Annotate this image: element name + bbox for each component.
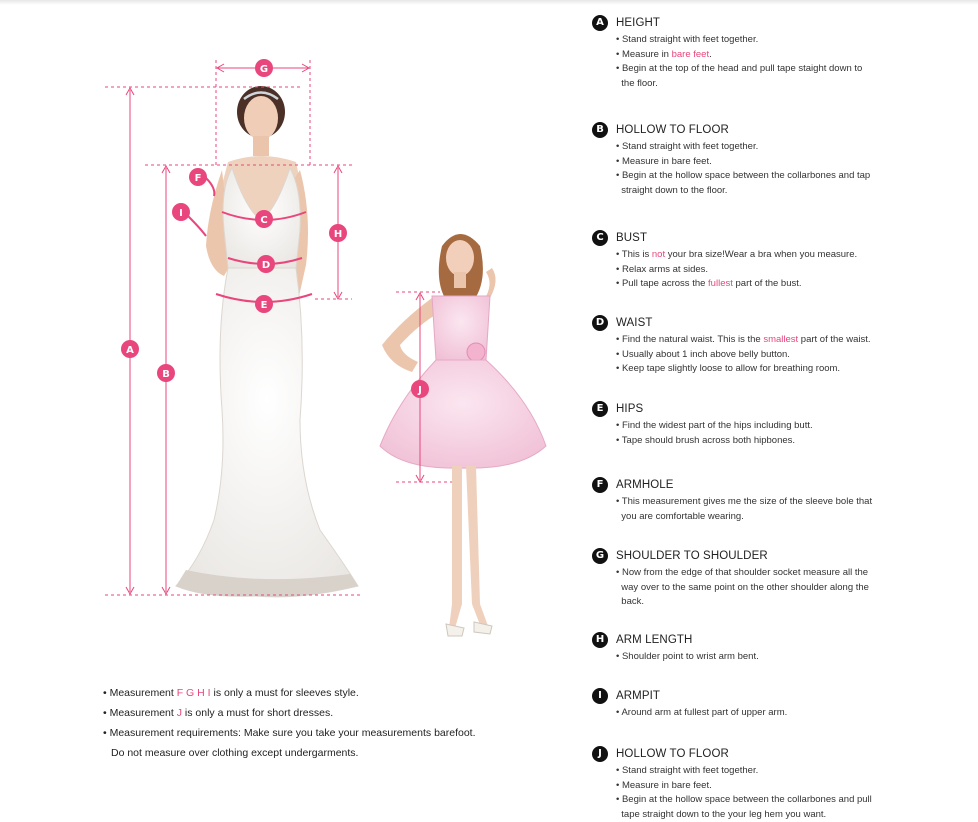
bullet-item: • Usually about 1 inch above belly button. (616, 348, 790, 360)
bullet-item: • Measure in bare feet. (616, 779, 712, 791)
bullet-item: • Measure in bare feet. (616, 155, 712, 167)
bullet-text: This measurement gives me the size of the sleeve bole that (621, 496, 873, 507)
bullet-text: Now from the edge of that shoulder socket measure all the (621, 567, 869, 578)
svg-text:B: B (162, 369, 170, 380)
svg-text:D: D (261, 260, 271, 271)
bullet-item: • Begin at the hollow space between the collarbones and pull (616, 794, 872, 806)
bullet-item (616, 595, 972, 610)
section-header (592, 14, 972, 31)
bullet-text: Measure in (621, 48, 672, 60)
bullet-item: • Relax arms at sides. (616, 263, 709, 275)
bullet-item: • Stand straight with feet together. (616, 34, 759, 45)
bullet-text: Begin at the hollow space between the collarbones and tap (621, 170, 871, 182)
marker-i (172, 203, 190, 221)
section-title: HOLLOW TO FLOOR (616, 747, 729, 760)
bullet-text: Relax arms at sides. (621, 263, 709, 275)
bullet-text: Begin at the top of the head and pull tape staight down to (621, 63, 863, 75)
bullet-item: • Find the widest part of the hips including butt. (616, 420, 813, 431)
section-c (592, 229, 972, 292)
letter-badge-icon: D (592, 315, 608, 331)
bullet-item: • Shoulder point to wrist arm bent. (616, 651, 759, 662)
bullet-text: back. (621, 596, 644, 608)
section-j (592, 745, 972, 822)
section-header (592, 476, 972, 493)
bullet-list (616, 706, 972, 721)
bride-figure (176, 86, 358, 597)
bullet-list (616, 140, 972, 198)
bullet-list (616, 333, 972, 377)
short-dress-figure (380, 234, 546, 636)
highlight-text: not (651, 249, 666, 260)
bullet-item: • Pull tape across the fullest part of the bust. (616, 278, 802, 290)
bullet-item (616, 184, 972, 199)
svg-text:I: I (179, 208, 183, 219)
marker-c (255, 210, 273, 228)
bullet-text: Find the natural waist. This is the (621, 334, 764, 345)
bullet-text: the floor. (621, 77, 658, 89)
bullet-text: your bra size!Wear a bra when you measure. (665, 249, 858, 260)
bullet-list (616, 764, 972, 822)
bullet-text: Stand straight with feet together. (621, 765, 759, 776)
bullet-text: Shoulder point to wrist arm bent. (621, 651, 759, 662)
section-b (592, 121, 972, 198)
section-header (592, 745, 972, 762)
note-clothing: Do not measure over clothing except undergarments. (111, 747, 359, 759)
section-f (592, 476, 972, 524)
bullet-text: Keep tape slightly loose to allow for breathing room. (621, 363, 841, 375)
bullet-text: This is (621, 249, 652, 260)
bullet-item (616, 510, 972, 525)
bullet-text: Measure in bare feet. (621, 155, 712, 167)
bullet-list (616, 419, 972, 448)
letter-badge-icon: J (592, 746, 608, 762)
svg-text:C: C (260, 215, 268, 226)
section-header (592, 121, 972, 138)
bullet-item: • This measurement gives me the size of the sleeve bole that (616, 496, 873, 507)
bullet-text: Pull tape across the (621, 278, 709, 290)
bullet-item (616, 77, 972, 92)
marker-g (255, 59, 273, 77)
section-a (592, 14, 972, 91)
bullet-text: Usually about 1 inch above belly button. (621, 348, 790, 360)
svg-text:G: G (259, 64, 269, 75)
section-title: ARM LENGTH (616, 633, 693, 646)
bullet-item (616, 581, 972, 596)
svg-text:F: F (194, 173, 202, 184)
section-h (592, 631, 972, 665)
svg-text:H: H (333, 229, 343, 240)
section-title: HOLLOW TO FLOOR (616, 123, 729, 136)
note-requirements: • Measurement requirements: Make sure you take your measurements barefoot. (103, 727, 476, 739)
bullet-item: • Keep tape slightly loose to allow for breathing room. (616, 363, 841, 375)
bullet-text: Tape should brush across both hipbones. (621, 434, 796, 446)
section-title: SHOULDER TO SHOULDER (616, 549, 768, 562)
bullet-list (616, 33, 972, 91)
bullet-text: way over to the same point on the other shoulder along the (621, 581, 869, 593)
bullet-item: • Tape should brush across both hipbones. (616, 434, 796, 446)
note-sleeves: • Measurement F G H I is only a must for sleeves style. (103, 687, 359, 699)
bullet-text: tape straight down to the your leg hem you want. (621, 808, 827, 820)
letter-badge-icon: E (592, 401, 608, 417)
letter-badge-icon: F (592, 477, 608, 493)
section-title: ARMHOLE (616, 478, 674, 491)
marker-h (329, 224, 347, 242)
bullet-item: • Now from the edge of that shoulder socket measure all the (616, 567, 869, 578)
section-header (592, 631, 972, 648)
section-header (592, 314, 972, 331)
highlight-text: bare feet (671, 48, 710, 60)
bullet-item: • This is not your bra size!Wear a bra when you measure. (616, 249, 858, 260)
bullet-item: • Measure in bare feet. (616, 48, 712, 60)
bullet-text: part of the waist. (798, 334, 871, 345)
bullet-item: • Begin at the top of the head and pull tape staight down to (616, 63, 863, 75)
marker-d (257, 255, 275, 273)
bullet-text: Stand straight with feet together. (621, 141, 759, 152)
letter-badge-icon: B (592, 122, 608, 138)
marker-b (157, 364, 175, 382)
measurement-notes (103, 683, 573, 763)
section-header (592, 547, 972, 564)
section-e (592, 400, 972, 448)
bullet-text: Stand straight with feet together. (621, 34, 759, 45)
section-header (592, 687, 972, 704)
section-d (592, 314, 972, 377)
marker-j (411, 380, 429, 398)
section-title: HIPS (616, 402, 644, 415)
measurement-illustration (0, 0, 590, 660)
bullet-item: • Stand straight with feet together. (616, 765, 759, 776)
letter-badge-icon: A (592, 15, 608, 31)
letter-badge-icon: I (592, 688, 608, 704)
highlight-text: fullest (708, 278, 733, 290)
bullet-text: straight down to the floor. (621, 184, 728, 196)
bullet-text: . (709, 48, 712, 60)
letter-badge-icon: G (592, 548, 608, 564)
section-title: ARMPIT (616, 689, 661, 702)
marker-a (121, 340, 139, 358)
section-header (592, 229, 972, 246)
svg-text:J: J (418, 385, 422, 396)
marker-f (189, 168, 207, 186)
bullet-item: • Around arm at fullest part of upper arm. (616, 707, 788, 718)
section-title: BUST (616, 231, 648, 244)
bullet-text: you are comfortable wearing. (621, 510, 744, 522)
svg-text:A: A (126, 345, 134, 356)
bullet-list (616, 495, 972, 524)
section-title: HEIGHT (616, 16, 661, 29)
section-i (592, 687, 972, 721)
bullet-text: Measure in bare feet. (621, 779, 712, 791)
bullet-list (616, 650, 972, 665)
section-title: WAIST (616, 316, 653, 329)
bullet-list (616, 566, 972, 610)
note-short-dresses: • Measurement J is only a must for short dresses. (103, 707, 334, 719)
svg-text:E: E (260, 300, 268, 311)
bullet-item: • Begin at the hollow space between the collarbones and tap (616, 170, 871, 182)
section-g (592, 547, 972, 610)
bullet-list (616, 248, 972, 292)
bullet-text: Find the widest part of the hips including butt. (621, 420, 813, 431)
bullet-text: Around arm at fullest part of upper arm. (621, 707, 788, 718)
letter-badge-icon: C (592, 230, 608, 246)
bullet-item: • Stand straight with feet together. (616, 141, 759, 152)
marker-e (255, 295, 273, 313)
bullet-text: Begin at the hollow space between the collarbones and pull (621, 794, 872, 806)
letter-badge-icon: H (592, 632, 608, 648)
highlight-text: smallest (763, 334, 799, 345)
bullet-text: part of the bust. (732, 278, 802, 290)
section-header (592, 400, 972, 417)
bullet-item: • Find the natural waist. This is the smallest part of the waist. (616, 334, 871, 345)
bullet-item (616, 808, 972, 822)
